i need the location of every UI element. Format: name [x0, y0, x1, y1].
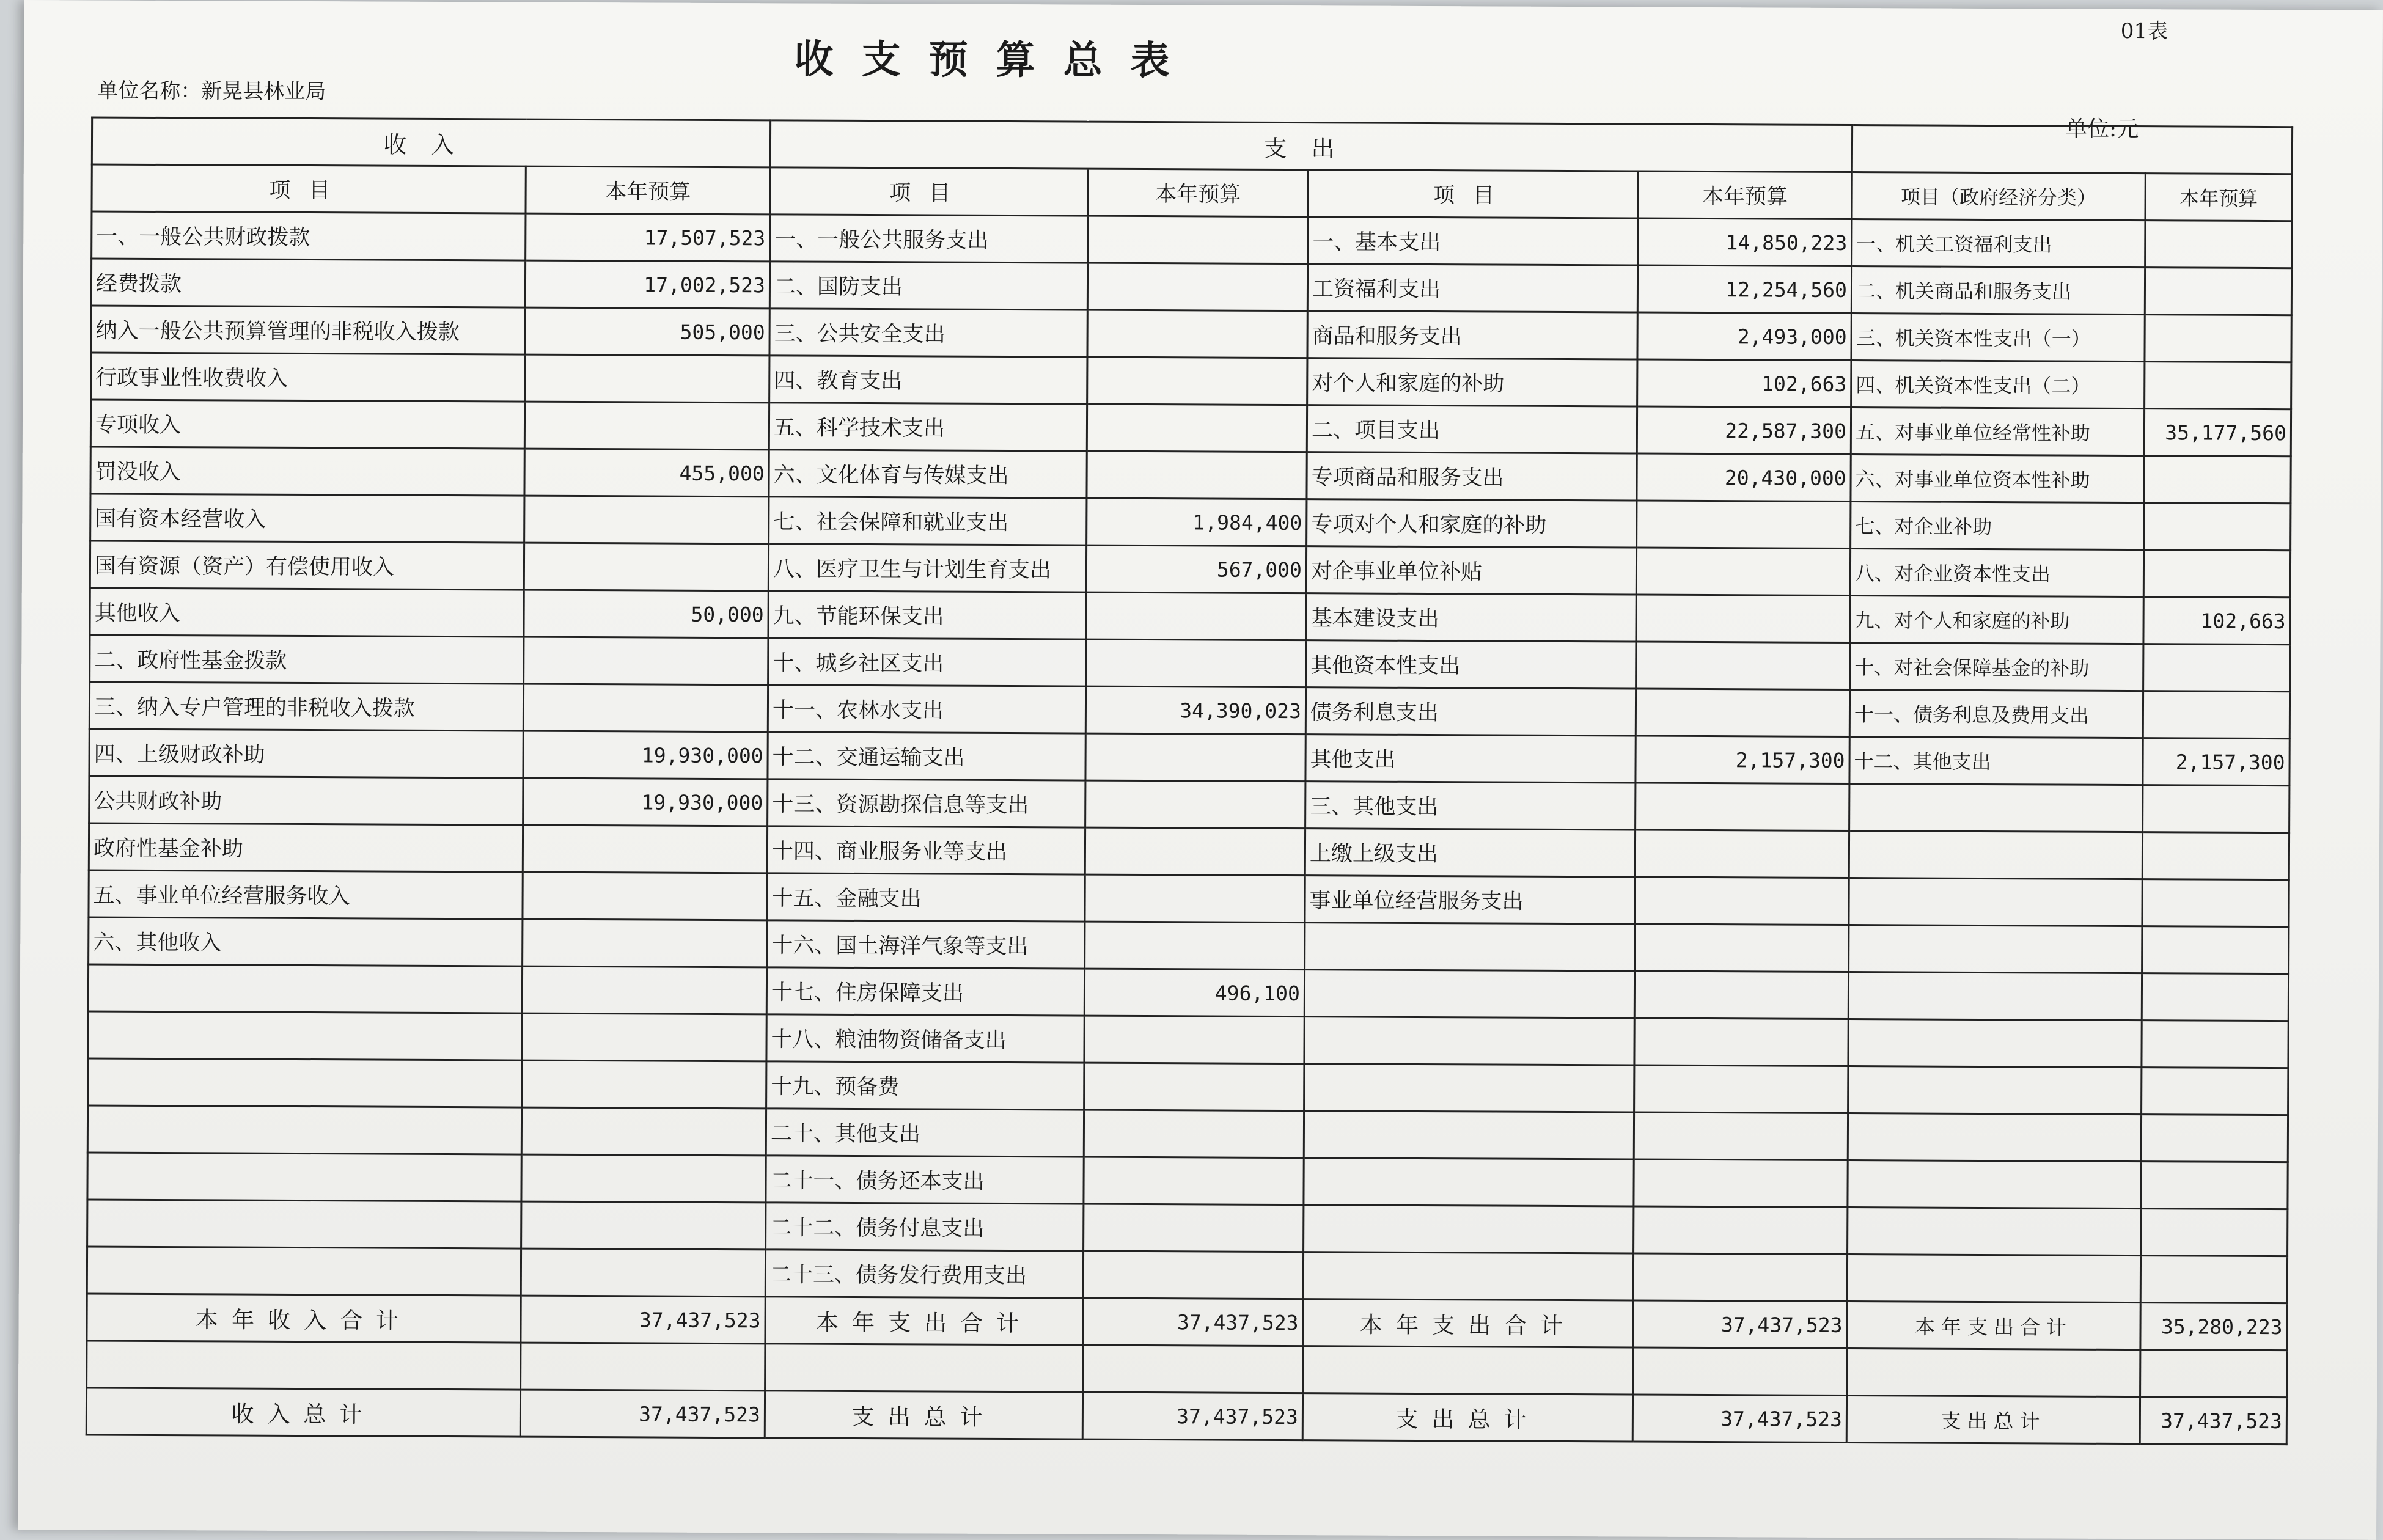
econ-value	[2145, 268, 2291, 315]
income-value	[524, 637, 768, 685]
econ-year-value: 35,280,223	[2140, 1303, 2287, 1351]
econ-value	[2140, 1256, 2287, 1304]
document-page	[18, 0, 2383, 1540]
nature-item	[1304, 1017, 1634, 1065]
nature-value	[1634, 1018, 1848, 1066]
econ-value	[2142, 974, 2288, 1021]
functional-value: 34,390,023	[1085, 686, 1305, 735]
econ-item	[1848, 1208, 2141, 1256]
econ-value	[2142, 926, 2289, 974]
econ-value	[2142, 832, 2289, 880]
functional-value	[1087, 310, 1307, 358]
income-item: 国有资源（资产）有偿使用收入	[90, 541, 524, 590]
func-total-value: 37,437,523	[1082, 1392, 1302, 1440]
nature-item: 对企事业单位补贴	[1306, 546, 1636, 595]
blank-cell	[521, 1343, 765, 1391]
nature-item	[1303, 1252, 1633, 1300]
econ-value	[2143, 785, 2289, 833]
currency-unit: 单位:元	[2065, 116, 2139, 142]
functional-value	[1085, 922, 1305, 970]
nature-value	[1636, 548, 1850, 596]
nature-year-value: 37,437,523	[1633, 1300, 1847, 1349]
functional-value	[1085, 733, 1305, 782]
nature-value	[1636, 642, 1850, 690]
functional-item: 十八、粮油物资储备支出	[766, 1014, 1084, 1063]
econ-value	[2145, 362, 2291, 409]
econ-item	[1848, 1019, 2142, 1068]
econ-header-blank	[1852, 125, 2292, 174]
nature-item	[1304, 1064, 1634, 1112]
nature-item	[1304, 1158, 1634, 1206]
nature-value	[1635, 924, 1849, 972]
functional-value	[1087, 263, 1307, 311]
unit-name: 单位名称：新晃县林业局	[97, 78, 326, 105]
grand-total-row	[86, 1388, 2286, 1445]
functional-value	[1085, 780, 1305, 829]
income-item: 国有资本经营收入	[90, 494, 524, 543]
income-value	[521, 1154, 766, 1203]
budget-table	[86, 116, 2293, 1445]
nature-item: 上缴上级支出	[1305, 829, 1635, 877]
nature-item: 其他支出	[1305, 735, 1636, 783]
econ-value	[2144, 503, 2291, 551]
func-year-value: 37,437,523	[1083, 1298, 1303, 1346]
income-item: 一、一般公共财政拨款	[92, 211, 526, 260]
econ-value	[2141, 1209, 2288, 1256]
functional-item: 十四、商业服务业等支出	[767, 826, 1085, 875]
econ-value	[2143, 550, 2290, 598]
blank-cell	[1083, 1345, 1303, 1393]
functional-value: 496,100	[1084, 969, 1304, 1017]
blank-cell	[2140, 1350, 2287, 1398]
blank-cell	[87, 1341, 521, 1390]
income-item: 专项收入	[90, 400, 524, 449]
nature-value: 20,430,000	[1637, 453, 1851, 502]
econ-item: 六、对事业单位资本性补助	[1851, 455, 2144, 503]
income-item: 经费拨款	[91, 258, 525, 307]
expenditure-header: 支出	[770, 120, 1852, 172]
income-value: 19,930,000	[523, 731, 768, 779]
nature-value: 2,493,000	[1637, 312, 1851, 361]
econ-item: 四、机关资本性支出（二）	[1851, 361, 2145, 409]
blank-cell	[1847, 1349, 2140, 1397]
nature-item: 基本建设支出	[1306, 593, 1636, 642]
econ-item	[1848, 1113, 2141, 1162]
nature-value	[1634, 1065, 1848, 1113]
econ-item: 二、机关商品和服务支出	[1851, 266, 2145, 315]
nature-total-label: 支出总计	[1302, 1393, 1632, 1442]
nature-item: 事业单位经营服务支出	[1305, 876, 1635, 924]
econ-value	[2143, 644, 2290, 692]
econ-item: 八、对企业资本性支出	[1850, 549, 2143, 597]
nature-item: 三、其他支出	[1305, 782, 1636, 830]
functional-item: 五、科学技术支出	[769, 403, 1087, 451]
nature-item	[1304, 1205, 1634, 1253]
functional-value	[1088, 216, 1308, 264]
functional-value	[1085, 875, 1305, 923]
functional-item: 七、社会保障和就业支出	[769, 497, 1087, 545]
functional-item: 四、教育支出	[769, 356, 1087, 404]
nature-item: 债务利息支出	[1305, 688, 1636, 736]
income-value	[521, 1248, 765, 1297]
econ-total-label: 支出总计	[1846, 1396, 2140, 1444]
functional-item: 九、节能环保支出	[768, 591, 1086, 639]
income-item: 四、上级财政补助	[89, 729, 523, 778]
functional-value	[1086, 639, 1306, 688]
income-value: 455,000	[524, 449, 769, 497]
econ-item: 三、机关资本性支出（一）	[1851, 314, 2145, 362]
income-value	[524, 402, 769, 450]
income-value	[522, 966, 766, 1014]
nature-item	[1305, 923, 1635, 971]
income-item-header: 项目	[92, 164, 526, 213]
income-value	[521, 1201, 766, 1250]
econ-item: 十、对社会保障基金的补助	[1850, 643, 2143, 691]
func-year-label: 本年支出合计	[765, 1297, 1083, 1345]
income-value	[521, 1107, 766, 1156]
econ-total-value: 37,437,523	[2140, 1397, 2286, 1445]
nature-item: 对个人和家庭的补助	[1307, 358, 1637, 406]
econ-value	[2145, 315, 2291, 362]
income-value	[522, 1060, 766, 1109]
econ-item: 一、机关工资福利支出	[1852, 219, 2145, 268]
income-item	[87, 1247, 521, 1296]
blank-cell	[765, 1344, 1083, 1392]
functional-item: 十五、金融支出	[767, 873, 1085, 922]
income-item: 罚没收入	[90, 447, 524, 496]
econ-item	[1849, 831, 2142, 879]
income-item	[88, 964, 522, 1013]
functional-budget-header: 本年预算	[1088, 169, 1308, 217]
income-value	[523, 825, 767, 873]
functional-value	[1084, 1063, 1304, 1111]
func-total-label: 支出总计	[765, 1391, 1082, 1439]
econ-item	[1848, 1160, 2141, 1209]
income-item: 其他收入	[90, 588, 524, 637]
income-item	[87, 1200, 521, 1248]
nature-total-value: 37,437,523	[1632, 1395, 1846, 1443]
income-item: 六、其他收入	[89, 917, 523, 966]
income-budget-header: 本年预算	[526, 166, 770, 215]
page-title: 收支预算总表	[794, 36, 1198, 84]
functional-value	[1084, 1204, 1304, 1252]
income-item: 政府性基金补助	[89, 823, 523, 872]
income-item: 二、政府性基金拨款	[90, 635, 524, 684]
functional-item: 二、国防支出	[769, 262, 1087, 310]
econ-item	[1848, 972, 2142, 1021]
econ-item: 十一、债务利息及费用支出	[1849, 690, 2143, 738]
econ-item	[1849, 878, 2142, 926]
blank-cell	[1303, 1346, 1633, 1395]
income-value	[522, 1013, 766, 1062]
functional-item: 十三、资源勘探信息等支出	[768, 779, 1085, 827]
nature-item: 商品和服务支出	[1307, 311, 1637, 359]
income-item: 纳入一般公共预算管理的非税收入拨款	[91, 306, 525, 354]
functional-item: 一、一般公共服务支出	[770, 215, 1088, 263]
functional-value	[1086, 592, 1306, 640]
econ-value	[2143, 691, 2289, 739]
blank-cell	[1633, 1348, 1847, 1396]
functional-item: 六、文化体育与传媒支出	[769, 450, 1087, 498]
econ-value	[2144, 456, 2291, 504]
income-item: 行政事业性收费收入	[91, 353, 525, 402]
functional-item: 十一、农林水支出	[768, 685, 1085, 733]
nature-value	[1633, 1253, 1847, 1302]
income-value: 17,002,523	[525, 260, 769, 309]
income-year-value: 37,437,523	[521, 1296, 765, 1344]
econ-value	[2142, 1068, 2288, 1115]
income-value	[524, 543, 768, 591]
nature-item: 专项对个人和家庭的补助	[1307, 499, 1637, 548]
functional-item: 二十三、债务发行费用支出	[765, 1250, 1083, 1298]
nature-value	[1634, 971, 1848, 1019]
income-value	[524, 496, 769, 544]
nature-item: 工资福利支出	[1307, 264, 1637, 312]
nature-value: 22,587,300	[1637, 406, 1851, 455]
nature-item	[1304, 1111, 1634, 1159]
functional-value	[1084, 1110, 1304, 1158]
income-value: 50,000	[524, 590, 768, 638]
nature-value: 12,254,560	[1637, 265, 1851, 314]
income-value	[523, 684, 768, 732]
econ-item: 九、对个人和家庭的补助	[1850, 596, 2143, 644]
income-value	[523, 919, 767, 967]
econ-item: 五、对事业单位经常性补助	[1851, 408, 2144, 456]
nature-item: 专项商品和服务支出	[1307, 452, 1637, 501]
functional-item: 八、医疗卫生与计划生育支出	[768, 544, 1086, 592]
econ-item	[1849, 784, 2143, 832]
nature-item: 其他资本性支出	[1306, 640, 1636, 689]
econ-value	[2142, 1021, 2288, 1068]
nature-value: 102,663	[1637, 359, 1851, 408]
income-item: 三、纳入专户管理的非税收入拨款	[89, 682, 523, 731]
functional-item: 二十二、债务付息支出	[766, 1203, 1084, 1251]
nature-value	[1636, 689, 1849, 737]
income-value: 505,000	[525, 307, 769, 356]
functional-item: 二十、其他支出	[766, 1109, 1084, 1157]
functional-value	[1085, 827, 1305, 876]
econ-item: 七、对企业补助	[1851, 502, 2144, 550]
income-year-label: 本年收入合计	[87, 1294, 521, 1343]
functional-item: 十二、交通运输支出	[768, 732, 1085, 780]
functional-item: 十六、国土海洋气象等支出	[767, 920, 1085, 969]
econ-item-header: 项目（政府经济分类）	[1852, 172, 2145, 221]
econ-budget-header: 本年预算	[2145, 174, 2292, 221]
nature-year-label: 本年支出合计	[1303, 1299, 1633, 1348]
nature-value	[1637, 501, 1851, 549]
income-value	[525, 354, 769, 403]
functional-item-header: 项目	[770, 167, 1088, 216]
functional-value	[1087, 357, 1307, 405]
nature-item: 二、项目支出	[1307, 405, 1637, 453]
functional-value	[1083, 1251, 1303, 1299]
nature-item	[1304, 970, 1634, 1018]
income-total-label: 收入总计	[86, 1388, 520, 1437]
econ-value	[2142, 879, 2289, 927]
nature-item-header: 项目	[1308, 170, 1638, 218]
nature-value	[1635, 830, 1849, 878]
functional-value	[1084, 1016, 1304, 1064]
econ-year-label: 本年支出合计	[1847, 1302, 2140, 1350]
functional-value	[1084, 1157, 1304, 1205]
income-value: 17,507,523	[526, 213, 770, 262]
econ-item: 十二、其他支出	[1849, 737, 2143, 785]
nature-value	[1635, 877, 1849, 925]
income-value: 19,930,000	[523, 778, 768, 826]
functional-value: 1,984,400	[1087, 498, 1307, 546]
nature-value: 2,157,300	[1636, 736, 1849, 784]
functional-item: 十九、预备费	[766, 1062, 1084, 1110]
econ-item	[1848, 1066, 2142, 1115]
income-item	[87, 1153, 521, 1201]
nature-value	[1634, 1159, 1848, 1208]
nature-value	[1634, 1112, 1848, 1160]
income-item	[87, 1106, 521, 1154]
econ-value: 35,177,560	[2144, 409, 2291, 457]
income-value	[523, 872, 767, 920]
econ-value: 2,157,300	[2143, 738, 2289, 786]
nature-budget-header: 本年预算	[1638, 171, 1852, 219]
nature-value	[1634, 1206, 1848, 1255]
functional-item: 三、公共安全支出	[769, 309, 1087, 357]
econ-value	[2141, 1115, 2288, 1162]
income-item: 五、事业单位经营服务收入	[89, 870, 523, 919]
functional-item: 二十一、债务还本支出	[766, 1156, 1084, 1204]
functional-value	[1087, 451, 1307, 499]
functional-value	[1087, 404, 1307, 452]
econ-item	[1849, 925, 2142, 974]
econ-value: 102,663	[2143, 597, 2290, 645]
nature-value	[1636, 595, 1850, 643]
functional-value: 567,000	[1086, 545, 1306, 593]
nature-item: 一、基本支出	[1308, 217, 1638, 265]
income-item	[88, 1058, 522, 1107]
income-header: 收入	[92, 117, 770, 167]
income-item	[88, 1011, 522, 1060]
functional-item: 十七、住房保障支出	[766, 967, 1084, 1016]
nature-value	[1636, 783, 1849, 831]
functional-item: 十、城乡社区支出	[768, 638, 1086, 686]
econ-value	[2141, 1162, 2288, 1209]
econ-value	[2145, 221, 2292, 268]
nature-value: 14,850,223	[1638, 218, 1852, 266]
income-total-value: 37,437,523	[520, 1390, 765, 1438]
form-number: 01表	[2120, 18, 2168, 44]
econ-item	[1847, 1255, 2140, 1303]
income-item: 公共财政补助	[89, 776, 523, 825]
